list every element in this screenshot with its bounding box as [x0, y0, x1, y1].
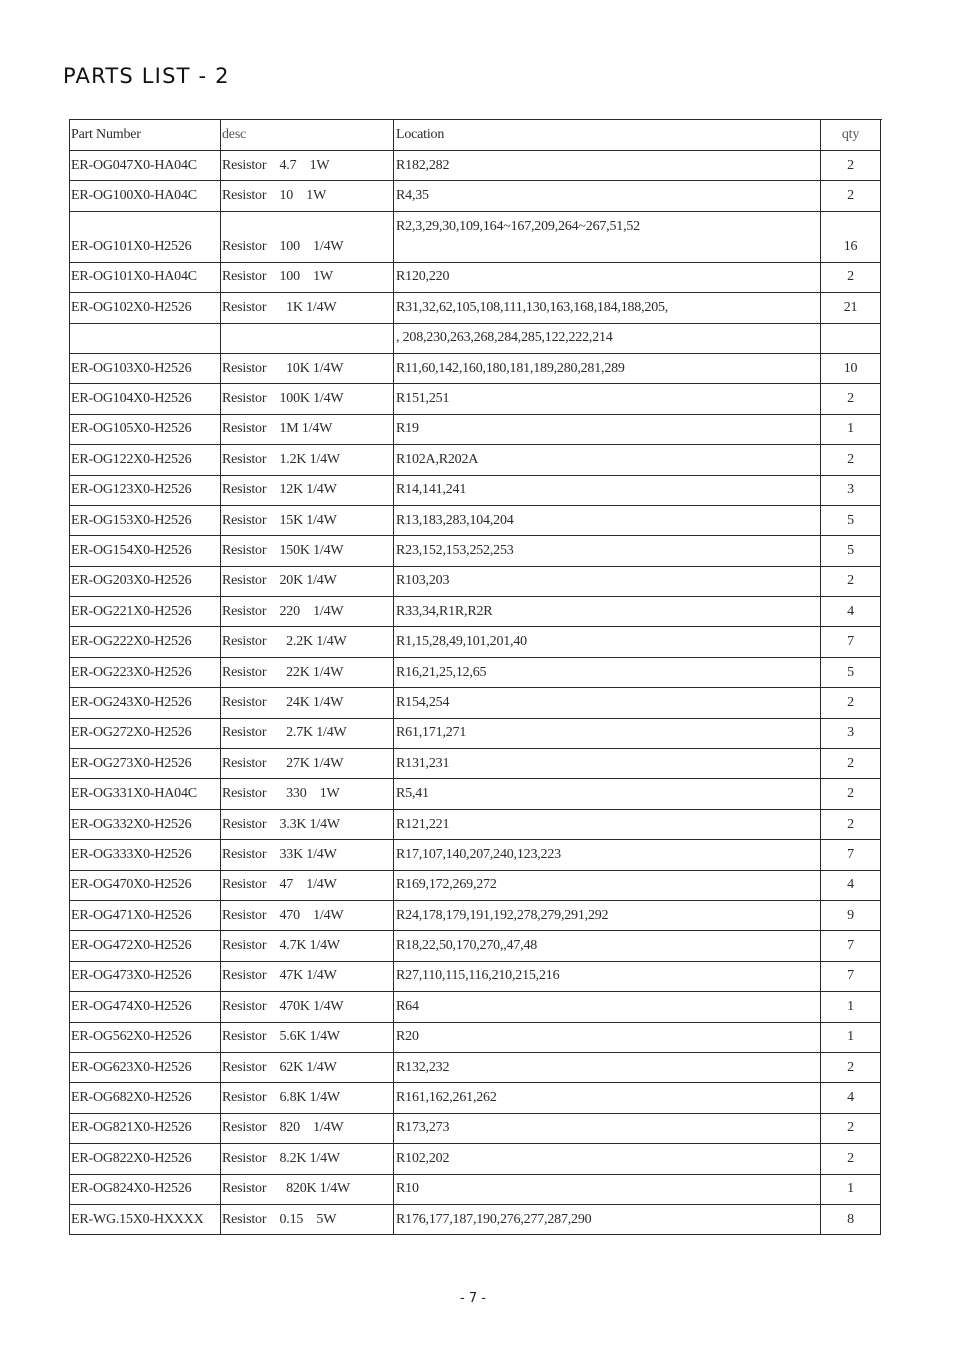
table-row	[70, 1053, 882, 1083]
quantity-cell: 2	[821, 779, 881, 809]
part-number-cell: ER-OG102X0-H2526	[70, 293, 221, 323]
description-cell: Resistor 1M 1/4W	[221, 415, 394, 445]
description-cell: Resistor 12K 1/4W	[221, 476, 394, 506]
description-cell: Resistor 3.3K 1/4W	[221, 810, 394, 840]
description-cell: Resistor 6.8K 1/4W	[221, 1083, 394, 1113]
location-cell: R31,32,62,105,108,111,130,163,168,184,188,205,	[394, 293, 821, 323]
description-cell: Resistor 820 1/4W	[221, 1114, 394, 1144]
part-number-cell: ER-OG333X0-H2526	[70, 840, 221, 870]
quantity-cell: 3	[821, 719, 881, 749]
part-number-cell: ER-OG824X0-H2526	[70, 1175, 221, 1205]
location-cell: R10	[394, 1175, 821, 1205]
description-cell: Resistor 1.2K 1/4W	[221, 445, 394, 475]
header-part-number: Part Number	[70, 120, 221, 151]
description-cell: Resistor 24K 1/4W	[221, 688, 394, 718]
description-cell: Resistor 100K 1/4W	[221, 384, 394, 414]
location-cell: R16,21,25,12,65	[394, 658, 821, 688]
quantity-cell: 2	[821, 567, 881, 597]
location-cell: R24,178,179,191,192,278,279,291,292	[394, 901, 821, 931]
quantity-cell: 7	[821, 840, 881, 870]
description-cell: Resistor 22K 1/4W	[221, 658, 394, 688]
quantity-cell: 2	[821, 384, 881, 414]
quantity-cell: 8	[821, 1205, 881, 1235]
description-cell: Resistor 27K 1/4W	[221, 749, 394, 779]
location-cell: R17,107,140,207,240,123,223	[394, 840, 821, 870]
table-row	[70, 627, 882, 657]
table-header-row	[70, 120, 882, 151]
location-cell: R131,231	[394, 749, 821, 779]
quantity-cell: 1	[821, 415, 881, 445]
part-number-cell: ER-OG103X0-H2526	[70, 354, 221, 384]
table-row	[70, 445, 882, 475]
part-number-cell: ER-OG682X0-H2526	[70, 1083, 221, 1113]
header-desc: desc	[221, 120, 394, 151]
table-row	[70, 476, 882, 506]
table-row	[70, 181, 882, 211]
location-cell: R14,141,241	[394, 476, 821, 506]
description-cell: Resistor 15K 1/4W	[221, 506, 394, 536]
part-number-cell: ER-OG473X0-H2526	[70, 962, 221, 992]
quantity-cell: 7	[821, 627, 881, 657]
part-number-cell: ER-OG047X0-HA04C	[70, 151, 221, 181]
table-row	[70, 1205, 882, 1235]
description-cell: Resistor 62K 1/4W	[221, 1053, 394, 1083]
quantity-cell: 5	[821, 506, 881, 536]
quantity-cell: 1	[821, 1023, 881, 1053]
location-cell: R120,220	[394, 263, 821, 293]
location-cell: R132,232	[394, 1053, 821, 1083]
description-cell: Resistor 4.7K 1/4W	[221, 931, 394, 961]
part-number-cell: ER-OG153X0-H2526	[70, 506, 221, 536]
location-cell: R27,110,115,116,210,215,216	[394, 962, 821, 992]
table-row	[70, 567, 882, 597]
part-number-cell: ER-WG.15X0-HXXXX	[70, 1205, 221, 1235]
location-cell: R182,282	[394, 151, 821, 181]
part-number-cell: ER-OG332X0-H2526	[70, 810, 221, 840]
table-row	[70, 212, 882, 263]
location-cell: R121,221	[394, 810, 821, 840]
header-qty: qty	[821, 120, 881, 151]
location-cell: R11,60,142,160,180,181,189,280,281,289	[394, 354, 821, 384]
part-number-cell: ER-OG101X0-H2526	[70, 212, 221, 263]
location-cell: R176,177,187,190,276,277,287,290	[394, 1205, 821, 1235]
table-row	[70, 901, 882, 931]
quantity-cell: 16	[821, 212, 881, 263]
part-number-cell: ER-OG472X0-H2526	[70, 931, 221, 961]
description-cell: Resistor 470K 1/4W	[221, 992, 394, 1022]
quantity-cell	[821, 324, 881, 354]
description-cell: Resistor 5.6K 1/4W	[221, 1023, 394, 1053]
table-row	[70, 1114, 882, 1144]
description-cell: Resistor 47K 1/4W	[221, 962, 394, 992]
quantity-cell: 7	[821, 962, 881, 992]
quantity-cell: 3	[821, 476, 881, 506]
part-number-cell: ER-OG331X0-HA04C	[70, 779, 221, 809]
quantity-cell: 2	[821, 151, 881, 181]
table-row	[70, 354, 882, 384]
location-cell: R61,171,271	[394, 719, 821, 749]
description-cell: Resistor 100 1/4W	[221, 212, 394, 263]
location-cell: R151,251	[394, 384, 821, 414]
quantity-cell: 4	[821, 1083, 881, 1113]
description-cell: Resistor 2.2K 1/4W	[221, 627, 394, 657]
table-row	[70, 415, 882, 445]
part-number-cell: ER-OG470X0-H2526	[70, 871, 221, 901]
quantity-cell: 2	[821, 1114, 881, 1144]
table-row	[70, 871, 882, 901]
location-cell: R20	[394, 1023, 821, 1053]
part-number-cell: ER-OG474X0-H2526	[70, 992, 221, 1022]
table-row	[70, 749, 882, 779]
table-row	[70, 384, 882, 414]
table-row	[70, 1175, 882, 1205]
description-cell: Resistor 33K 1/4W	[221, 840, 394, 870]
location-cell: R173,273	[394, 1114, 821, 1144]
location-cell: R154,254	[394, 688, 821, 718]
location-cell: R1,15,28,49,101,201,40	[394, 627, 821, 657]
part-number-cell: ER-OG123X0-H2526	[70, 476, 221, 506]
quantity-cell: 2	[821, 810, 881, 840]
quantity-cell: 2	[821, 1053, 881, 1083]
table-row	[70, 597, 882, 627]
location-cell: R19	[394, 415, 821, 445]
description-cell: Resistor 330 1W	[221, 779, 394, 809]
quantity-cell: 7	[821, 931, 881, 961]
part-number-cell: ER-OG101X0-HA04C	[70, 263, 221, 293]
location-cell: R102,202	[394, 1144, 821, 1174]
quantity-cell: 2	[821, 445, 881, 475]
part-number-cell: ER-OG273X0-H2526	[70, 749, 221, 779]
page-number: - 7 -	[460, 1291, 486, 1306]
part-number-cell: ER-OG272X0-H2526	[70, 719, 221, 749]
quantity-cell: 4	[821, 597, 881, 627]
header-location: Location	[394, 120, 821, 151]
location-cell: R18,22,50,170,270,,47,48	[394, 931, 821, 961]
quantity-cell: 21	[821, 293, 881, 323]
table-row	[70, 658, 882, 688]
description-cell: Resistor 220 1/4W	[221, 597, 394, 627]
table-row	[70, 840, 882, 870]
table-row	[70, 1083, 882, 1113]
description-cell	[221, 324, 394, 354]
table-row	[70, 151, 882, 181]
quantity-cell: 1	[821, 992, 881, 1022]
part-number-cell: ER-OG243X0-H2526	[70, 688, 221, 718]
location-cell: R161,162,261,262	[394, 1083, 821, 1113]
quantity-cell: 5	[821, 658, 881, 688]
part-number-cell: ER-OG222X0-H2526	[70, 627, 221, 657]
location-cell: R102A,R202A	[394, 445, 821, 475]
description-cell: Resistor 2.7K 1/4W	[221, 719, 394, 749]
page-title: PARTS LIST - 2	[63, 64, 230, 88]
part-number-cell: ER-OG471X0-H2526	[70, 901, 221, 931]
description-cell: Resistor 820K 1/4W	[221, 1175, 394, 1205]
location-cell: , 208,230,263,268,284,285,122,222,214	[394, 324, 821, 354]
description-cell: Resistor 1K 1/4W	[221, 293, 394, 323]
part-number-cell: ER-OG100X0-HA04C	[70, 181, 221, 211]
description-cell: Resistor 100 1W	[221, 263, 394, 293]
table-row	[70, 810, 882, 840]
part-number-cell: ER-OG822X0-H2526	[70, 1144, 221, 1174]
table-row	[70, 506, 882, 536]
table-row	[70, 536, 882, 566]
table-row	[70, 263, 882, 293]
quantity-cell: 4	[821, 871, 881, 901]
part-number-cell: ER-OG562X0-H2526	[70, 1023, 221, 1053]
table-row	[70, 324, 882, 354]
table-row	[70, 931, 882, 961]
table-row	[70, 962, 882, 992]
description-cell: Resistor 10 1W	[221, 181, 394, 211]
part-number-cell: ER-OG105X0-H2526	[70, 415, 221, 445]
description-cell: Resistor 470 1/4W	[221, 901, 394, 931]
quantity-cell: 2	[821, 263, 881, 293]
description-cell: Resistor 4.7 1W	[221, 151, 394, 181]
description-cell: Resistor 20K 1/4W	[221, 567, 394, 597]
part-number-cell: ER-OG623X0-H2526	[70, 1053, 221, 1083]
quantity-cell: 2	[821, 1144, 881, 1174]
part-number-cell: ER-OG221X0-H2526	[70, 597, 221, 627]
description-cell: Resistor 47 1/4W	[221, 871, 394, 901]
table-row	[70, 293, 882, 323]
quantity-cell: 5	[821, 536, 881, 566]
location-cell: R169,172,269,272	[394, 871, 821, 901]
quantity-cell: 2	[821, 688, 881, 718]
quantity-cell: 9	[821, 901, 881, 931]
location-cell: R64	[394, 992, 821, 1022]
quantity-cell: 1	[821, 1175, 881, 1205]
part-number-cell: ER-OG821X0-H2526	[70, 1114, 221, 1144]
description-cell: Resistor 0.15 5W	[221, 1205, 394, 1235]
table-row	[70, 719, 882, 749]
table-row	[70, 779, 882, 809]
location-cell: R103,203	[394, 567, 821, 597]
parts-table	[69, 119, 882, 1235]
quantity-cell: 2	[821, 749, 881, 779]
table-row	[70, 688, 882, 718]
part-number-cell: ER-OG154X0-H2526	[70, 536, 221, 566]
location-cell: R33,34,R1R,R2R	[394, 597, 821, 627]
description-cell: Resistor 150K 1/4W	[221, 536, 394, 566]
location-cell: R13,183,283,104,204	[394, 506, 821, 536]
table-row	[70, 992, 882, 1022]
part-number-cell: ER-OG104X0-H2526	[70, 384, 221, 414]
table-row	[70, 1023, 882, 1053]
quantity-cell: 10	[821, 354, 881, 384]
table-row	[70, 1144, 882, 1174]
quantity-cell: 2	[821, 181, 881, 211]
location-cell: R4,35	[394, 181, 821, 211]
part-number-cell: ER-OG122X0-H2526	[70, 445, 221, 475]
location-cell: R23,152,153,252,253	[394, 536, 821, 566]
location-cell: R2,3,29,30,109,164~167,209,264~267,51,52	[394, 212, 821, 263]
part-number-cell: ER-OG203X0-H2526	[70, 567, 221, 597]
description-cell: Resistor 10K 1/4W	[221, 354, 394, 384]
description-cell: Resistor 8.2K 1/4W	[221, 1144, 394, 1174]
part-number-cell: ER-OG223X0-H2526	[70, 658, 221, 688]
part-number-cell	[70, 324, 221, 354]
location-cell: R5,41	[394, 779, 821, 809]
